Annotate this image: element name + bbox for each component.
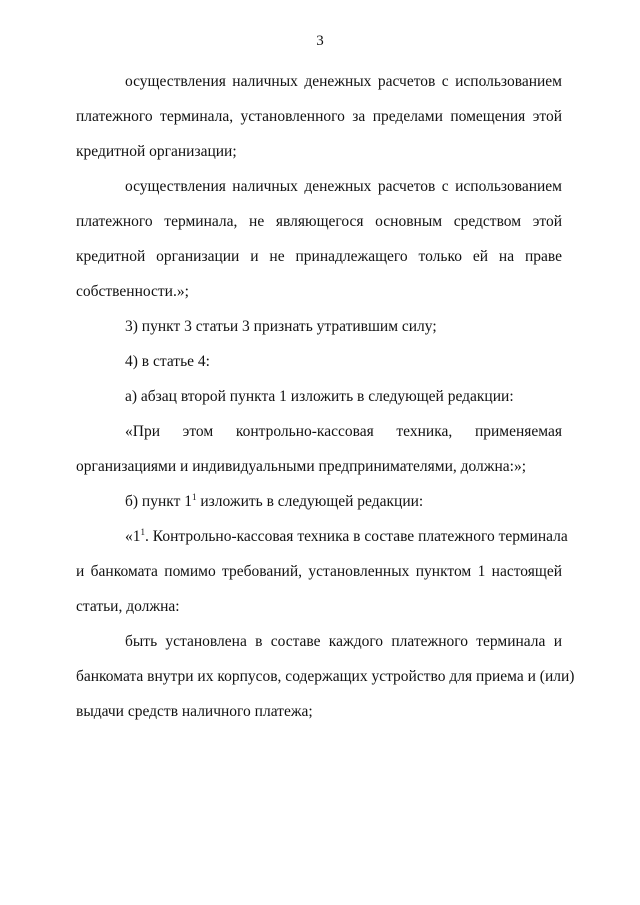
paragraph-line: осуществления наличных денежных расчетов с использованием bbox=[125, 178, 562, 195]
paragraph-line: кредитной организации; bbox=[76, 143, 237, 160]
paragraph-line bbox=[125, 527, 568, 546]
paragraph-line bbox=[125, 493, 423, 511]
paragraph-line: 3) пункт 3 статьи 3 признать утратившим силу; bbox=[125, 318, 437, 335]
item-reference: «1 bbox=[125, 528, 141, 545]
paragraph-line: осуществления наличных денежных расчетов с использованием bbox=[125, 73, 562, 90]
paragraph-line: «При этом контрольно-кассовая техника, применяемая bbox=[125, 423, 562, 440]
paragraph-line: платежного терминала, не являющегося основным средством этой bbox=[76, 213, 562, 230]
paragraph-line: банкомата внутри их корпусов, содержащих устройство для приема и (или) bbox=[76, 668, 575, 685]
paragraph-line: собственности.»; bbox=[76, 283, 189, 300]
paragraph-line: выдачи средств наличного платежа; bbox=[76, 703, 313, 720]
paragraph-line: кредитной организации и не принадлежащего только ей на праве bbox=[76, 248, 562, 265]
superscript: 1 bbox=[140, 527, 145, 537]
page-number: 3 bbox=[316, 33, 324, 49]
paragraph-line-text: . Контрольно-кассовая техника в составе платежного терминала bbox=[145, 528, 568, 545]
paragraph-line: а) абзац второй пункта 1 изложить в следующей редакции: bbox=[125, 388, 514, 405]
paragraph-line-text: изложить в следующей редакции: bbox=[200, 493, 424, 510]
superscript: 1 bbox=[192, 492, 197, 502]
item-reference: б) пункт 1 bbox=[125, 493, 192, 510]
paragraph-line: 4) в статье 4: bbox=[125, 353, 210, 370]
paragraph-line: статьи, должна: bbox=[76, 598, 180, 615]
paragraph-line: организациями и индивидуальными предпринимателями, должна:»; bbox=[76, 458, 527, 475]
paragraph-line: быть установлена в составе каждого платежного терминала и bbox=[125, 633, 562, 650]
paragraph-line: платежного терминала, установленного за пределами помещения этой bbox=[76, 108, 562, 125]
paragraph-line: и банкомата помимо требований, установленных пунктом 1 настоящей bbox=[76, 563, 562, 580]
